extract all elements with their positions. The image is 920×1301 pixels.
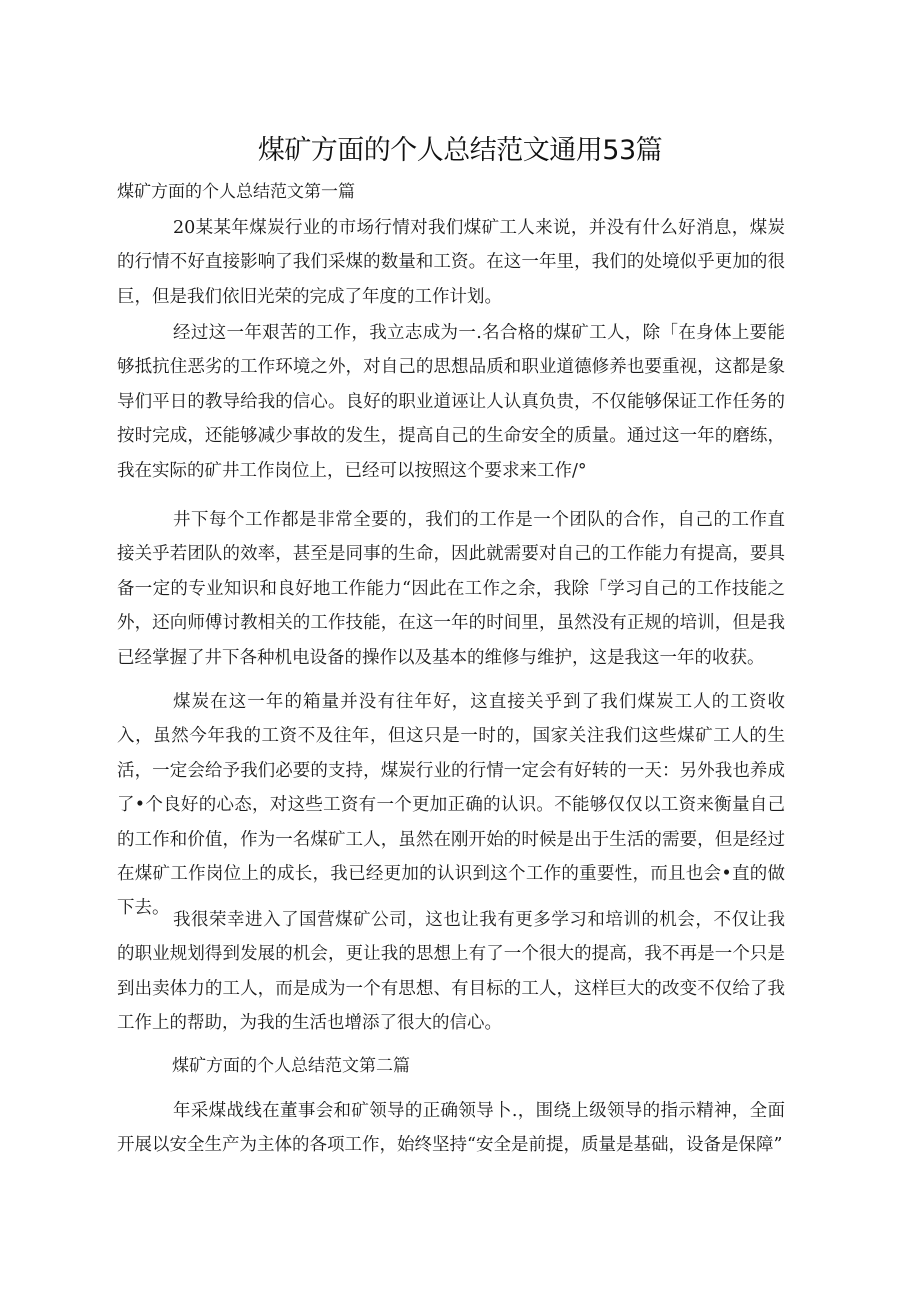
section-heading: 煤矿方面的个人总结范文第二篇	[172, 1056, 410, 1076]
paragraph: 井下每个工作都是非常全要的，我们的工作是一个团队的合作，自己的工作直接关乎若团队的效率，甚至是同事的生命，因此就需要对自己的工作能力有提高，要具备一定的专业知识和良好地工作能力“因此在工作之余，我除「学习自己的工作技能之外，还向师傅讨教相关的工作技能，在这一年的时间里，虽然没有正规的培训，但是我已经掌握了井下各种机电设备的操作以及基本的维修与维护，这是我这一年的收获。	[117, 510, 785, 668]
section-heading: 煤矿方面的个人总结范文第一篇	[117, 182, 355, 202]
paragraph: 年采煤战线在董事会和矿领导的正确领导卜.，围绕上级领导的指示精神，全面开展以安全生产为主体的各项工作，始终坚持“安全是前提，质量是基础，设备是保障”	[117, 1101, 785, 1156]
document-title: 煤矿方面的个人总结范文通用53篇	[257, 135, 663, 166]
paragraph: 煤炭在这一年的箱量并没有往年好，这直接关乎到了我们煤炭工人的工资收入，虽然今年我的工资不及往年，但这只是一时的，国家关注我们这些煤矿工人的生活，一定会给予我们必要的支持，煤炭行业的行情一定会有好转的一天：另外我也养成了•个良好的心态，对这些工资有一个更加正确的认识。不能够仅仅以工资来衡量自己的工作和价值，作为一名煤矿工人，虽然在刚开始的时候是出于生活的需要，但是经过在煤矿工作岗位上的成长，我已经更加的认识到这个工作的重要性，而且也会•直的做下去。	[117, 692, 785, 919]
paragraph: 20某某年煤炭行业的市场行情对我们煤矿工人来说，并没有什么好消息，煤炭的行情不好直接影响了我们采煤的数量和工资。在这一年里，我们的处境似乎更加的很巨，但是我们依旧光荣的完成了年度的工作计划。	[117, 218, 785, 307]
paragraph: 经过这一年艰苦的工作，我立志成为一.名合格的煤矿工人，除「在身体上要能够抵抗住恶劣的工作环境之外，对自己的思想品质和职业道德修养也要重视，这都是象导们平日的教导给我的信心。良好的职业道诬让人认真负贵，不仅能够保证工作任务的按时完成，还能够减少事故的发生，提高自己的生命安全的质量。通过这一年的磨练，我在实际的矿井工作岗位上，已经可以按照这个要求来工作/°	[117, 323, 785, 481]
paragraph: 我很荣幸进入了国营煤矿公司，这也让我有更多学习和培训的机会，不仅让我的职业规划得到发展的机会，更让我的思想上有了一个很大的提高，我不再是一个只是到出卖体力的工人，而是成为一个有思想、有目标的工人，这样巨大的改变不仅给了我工作上的帮助，为我的生活也增添了很大的信心。	[117, 910, 785, 1034]
